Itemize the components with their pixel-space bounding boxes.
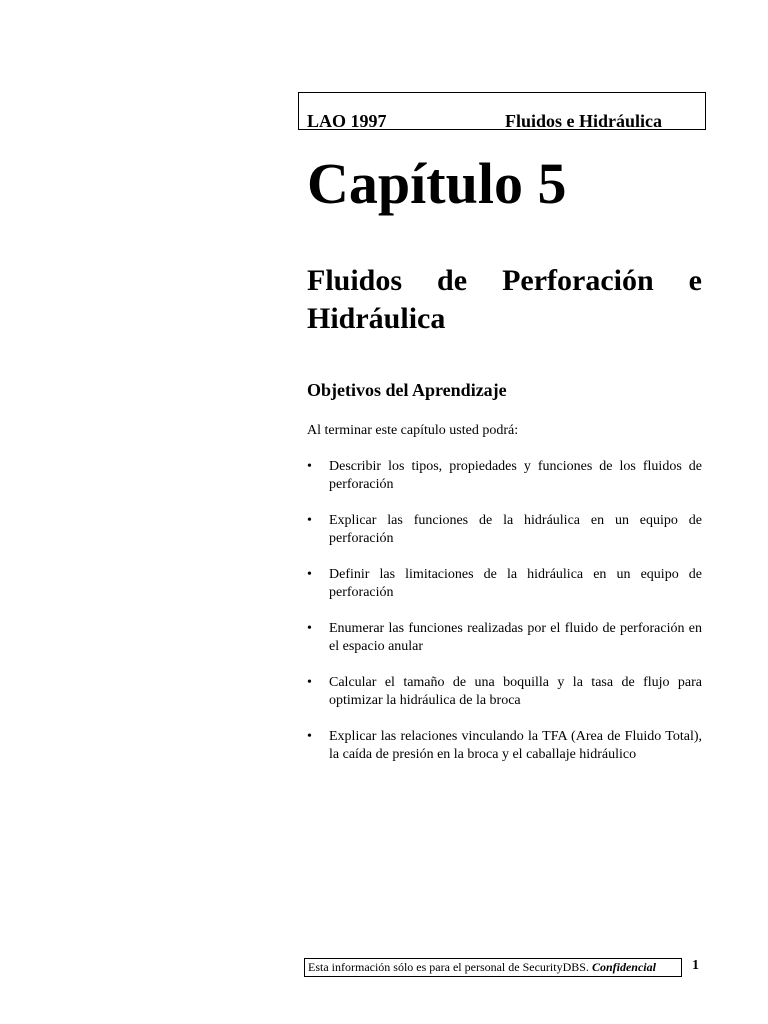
bullet-icon: • xyxy=(307,729,312,744)
confidentiality-footer xyxy=(304,958,682,977)
objective-item xyxy=(307,512,702,548)
chapter-subtitle: Fluidos de Perforación e Hidráulica xyxy=(307,264,702,335)
objectives-intro: Al terminar este capítulo usted podrá: xyxy=(307,423,519,438)
objective-text: Calcular el tamaño de una boquilla y la tasa de flujo para optimizar la hidráulica de la broca xyxy=(329,675,702,708)
header-document-code: LAO 1997 xyxy=(307,111,387,131)
objective-item xyxy=(307,566,702,602)
bullet-icon: • xyxy=(307,567,312,582)
page-number: 1 xyxy=(692,958,699,973)
objective-item xyxy=(307,458,702,494)
objective-text: Definir las limitaciones de la hidráulica en un equipo de perforación xyxy=(329,567,702,600)
objective-text: Explicar las relaciones vinculando la TFA (Area de Fluido Total), la caída de presión en la broca y el caballaje hidráulico xyxy=(329,729,702,762)
section-heading: Objetivos del Aprendizaje xyxy=(307,380,507,400)
running-header xyxy=(298,92,706,130)
objective-text: Describir los tipos, propiedades y funciones de los fluidos de perforación xyxy=(329,459,702,492)
bullet-icon: • xyxy=(307,675,312,690)
objective-item xyxy=(307,620,702,656)
objectives-list xyxy=(307,458,702,782)
footer-notice: Esta información sólo es para el personal de SecurityDBS. xyxy=(308,960,592,974)
header-document-topic: Fluidos e Hidráulica xyxy=(505,111,663,131)
objective-text: Enumerar las funciones realizadas por el fluido de perforación en el espacio anular xyxy=(329,621,702,654)
bullet-icon: • xyxy=(307,459,312,474)
footer-confidential-label: Confidencial xyxy=(591,960,656,974)
objective-item xyxy=(307,674,702,710)
bullet-icon: • xyxy=(307,513,312,528)
objective-text: Explicar las funciones de la hidráulica en un equipo de perforación xyxy=(329,513,702,546)
bullet-icon: • xyxy=(307,621,312,636)
objective-item xyxy=(307,728,702,764)
chapter-title: Capítulo 5 xyxy=(307,151,567,216)
